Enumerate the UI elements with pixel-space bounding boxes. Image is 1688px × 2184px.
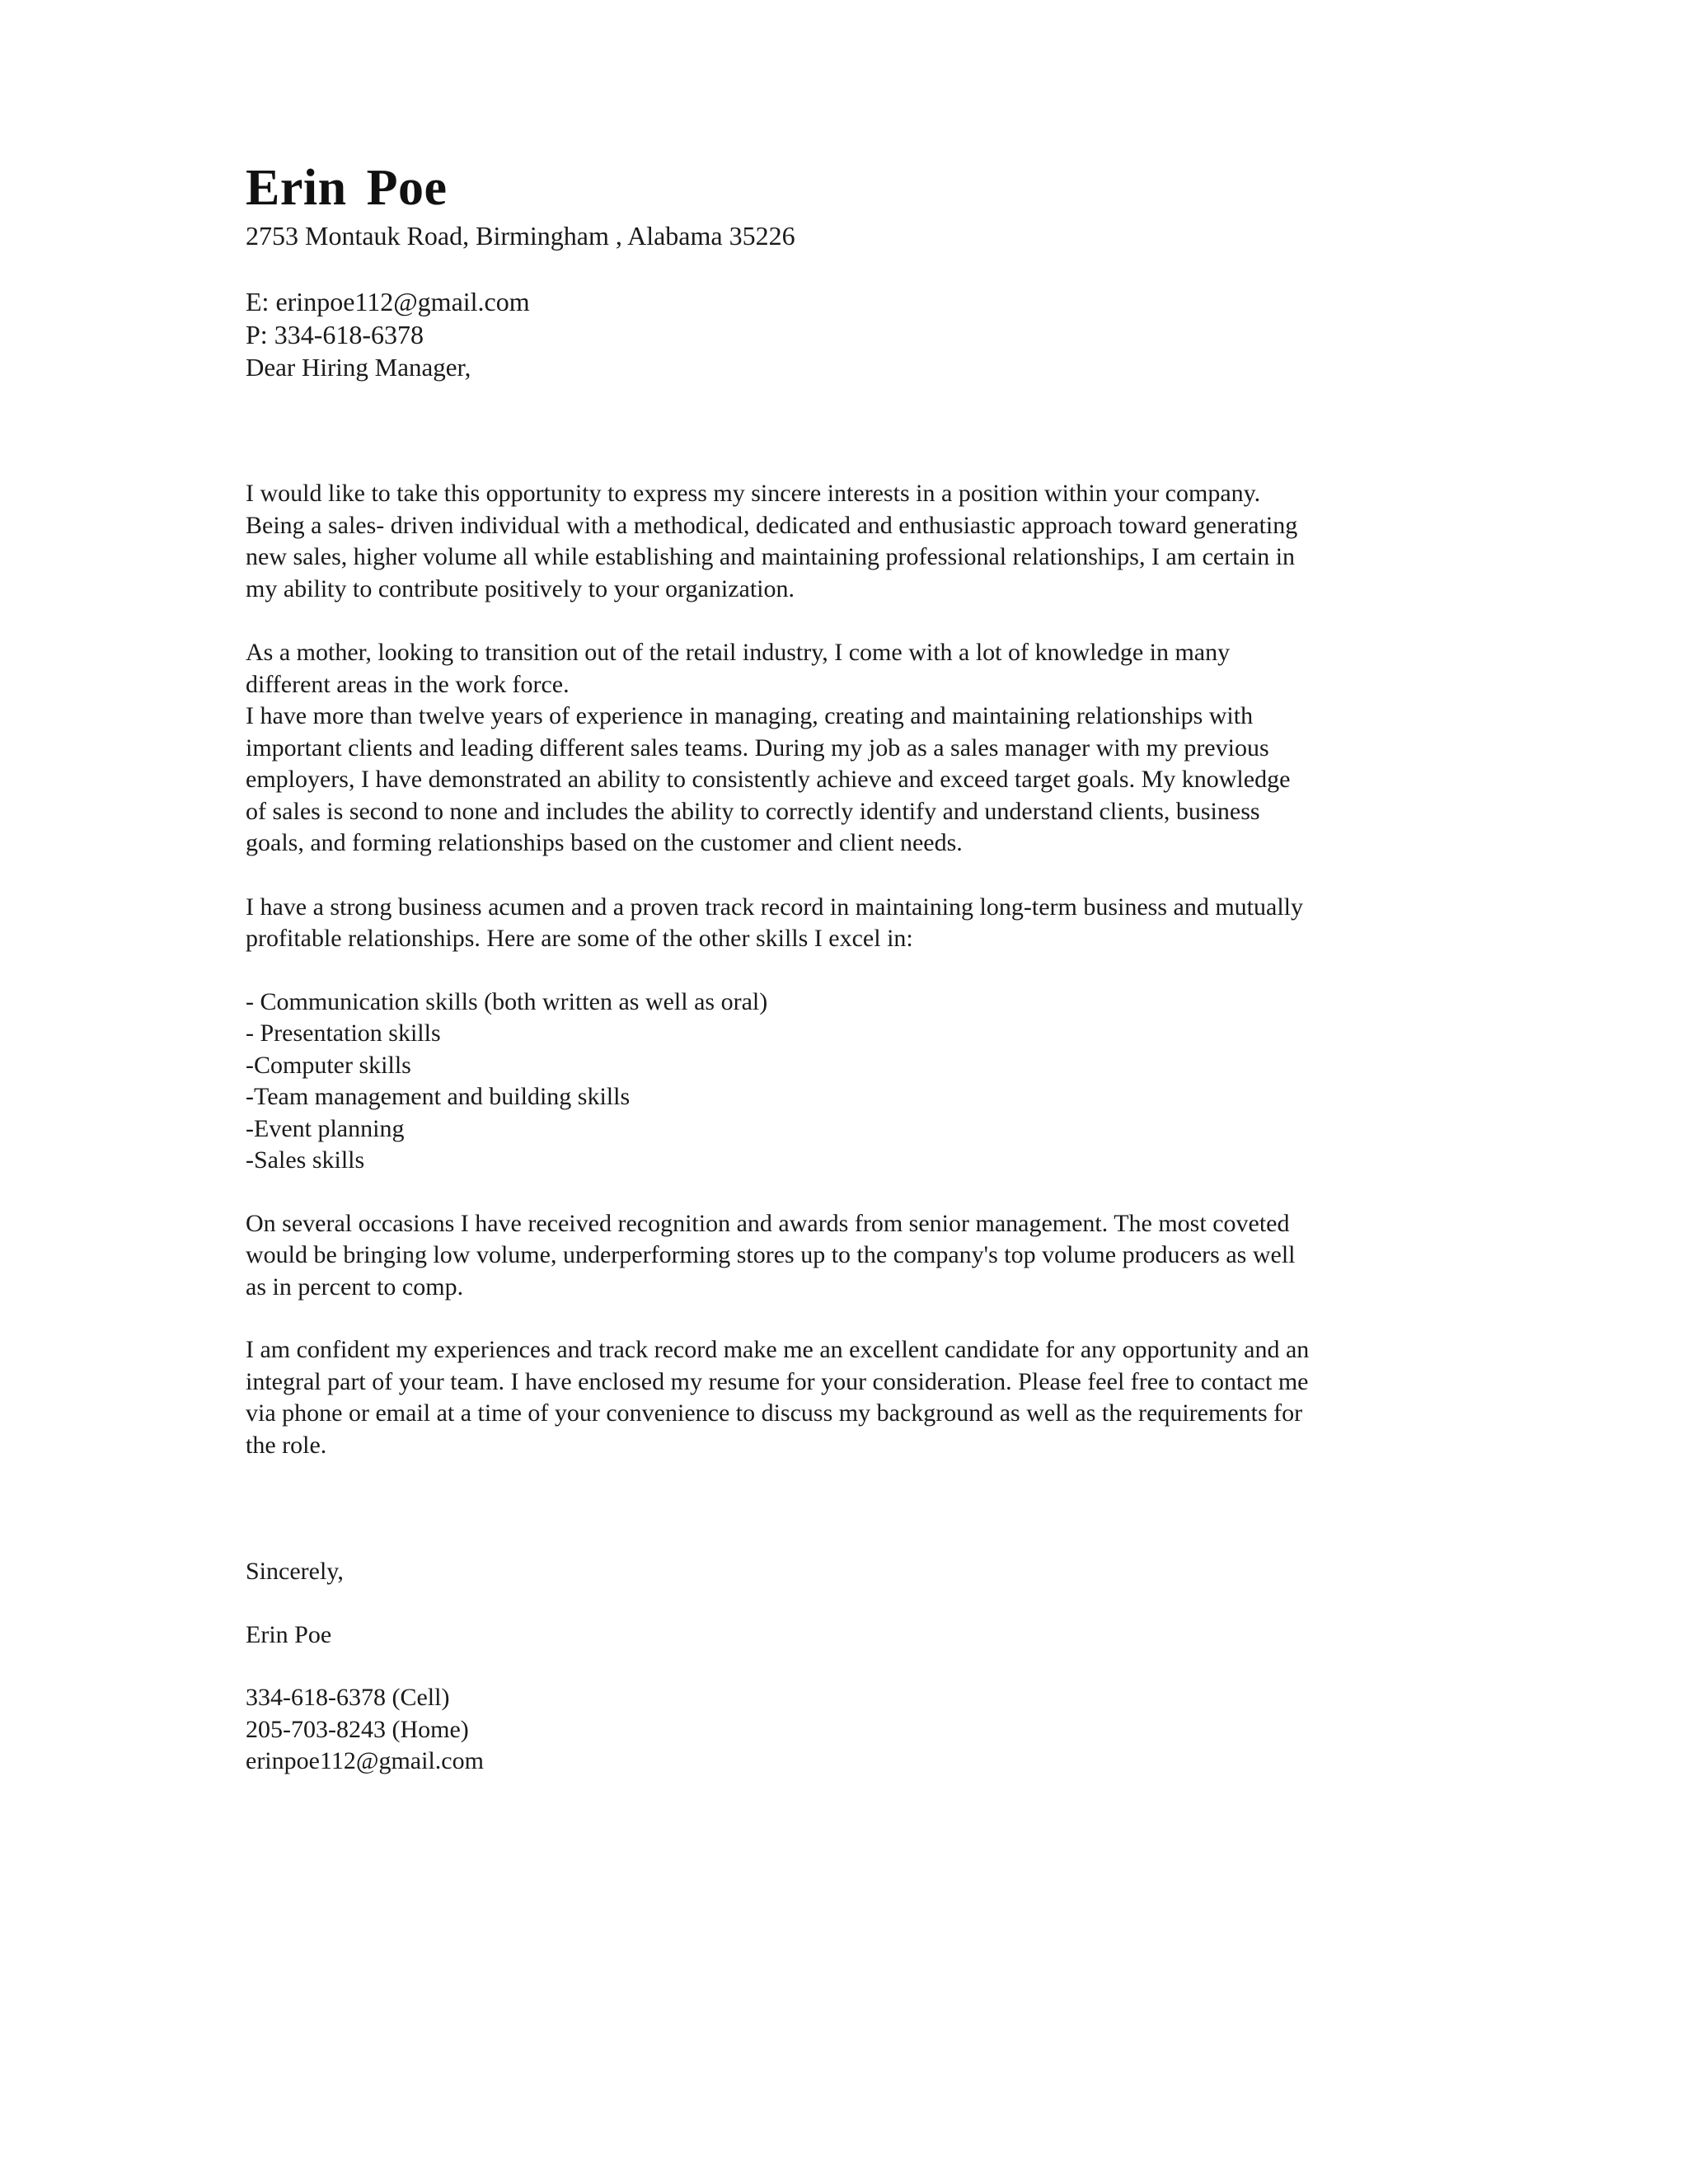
- closing: Sincerely,: [246, 1558, 344, 1585]
- sender-address: 2753 Montauk Road, Birmingham , Alabama 35226: [246, 221, 795, 251]
- letter-content: [246, 157, 1449, 1778]
- paragraph-line: would be bringing low volume, underperforming stores up to the company's top volume producers as well: [246, 1241, 1296, 1268]
- letter-header: [246, 157, 1449, 351]
- paragraph-line: As a mother, looking to transition out of the retail industry, I come with a lot of knowledge in many: [246, 639, 1231, 666]
- paragraph-experience: [246, 637, 1449, 860]
- paragraph-line: via phone or email at a time of your convenience to discuss my background as well as the requirements for: [246, 1399, 1303, 1427]
- skills-list: [246, 987, 1449, 1177]
- signature-home-phone: 205-703-8243 (Home): [246, 1715, 469, 1743]
- paragraph-conclusion: [246, 1334, 1449, 1461]
- sender-email: E: erinpoe112@gmail.com: [246, 287, 530, 316]
- salutation: Dear Hiring Manager,: [246, 353, 471, 382]
- skill-item: - Presentation skills: [246, 1019, 441, 1047]
- paragraph-line: I would like to take this opportunity to express my sincere interests in a position within your company.: [246, 480, 1261, 507]
- paragraph-recognition: [246, 1208, 1449, 1304]
- letter-body: [246, 478, 1449, 1778]
- signature-name: Erin Poe: [246, 1620, 332, 1648]
- skill-item: -Sales skills: [246, 1146, 365, 1174]
- skill-item: - Communication skills (both written as well as oral): [246, 987, 768, 1015]
- paragraph-intro: [246, 478, 1449, 605]
- paragraph-line: profitable relationships. Here are some of the other skills I excel in:: [246, 925, 913, 952]
- paragraph-line: I have more than twelve years of experience in managing, creating and maintaining relationships with: [246, 702, 1254, 729]
- paragraph-line: important clients and leading different sales teams. During my job as a sales manager with my previous: [246, 733, 1269, 762]
- signature-cell-phone: 334-618-6378 (Cell): [246, 1684, 450, 1711]
- paragraph-acumen: [246, 892, 1449, 955]
- signature-email: erinpoe112@gmail.com: [246, 1747, 484, 1774]
- paragraph-line: different areas in the work force.: [246, 670, 570, 698]
- skill-item: -Computer skills: [246, 1051, 411, 1079]
- paragraph-line: the role.: [246, 1431, 327, 1459]
- signature-contacts: [246, 1682, 1449, 1778]
- skill-item: -Team management and building skills: [246, 1083, 631, 1110]
- paragraph-line: On several occasions I have received recognition and awards from senior management. The most coveted: [246, 1209, 1290, 1237]
- sender-name: Erin Poe: [246, 160, 448, 216]
- paragraph-line: employers, I have demonstrated an ability to consistently achieve and exceed target goals. My knowledge: [246, 766, 1291, 793]
- paragraph-line: of sales is second to none and includes the ability to correctly identify and understand clients, business: [246, 797, 1260, 825]
- paragraph-line: my ability to contribute positively to your organization.: [246, 574, 795, 602]
- paragraph-line: Being a sales- driven individual with a methodical, dedicated and enthusiastic approach toward generating: [246, 511, 1298, 539]
- paragraph-line: goals, and forming relationships based on the customer and client needs.: [246, 829, 963, 856]
- paragraph-line: I am confident my experiences and track record make me an excellent candidate for any opportunity and an: [246, 1336, 1310, 1363]
- paragraph-line: new sales, higher volume all while establishing and maintaining professional relationships, I am certain in: [246, 543, 1296, 570]
- paragraph-line: as in percent to comp.: [246, 1272, 464, 1301]
- paragraph-line: I have a strong business acumen and a proven track record in maintaining long-term business and mutually: [246, 893, 1303, 921]
- paragraph-line: integral part of your team. I have enclosed my resume for your consideration. Please feel free to contact me: [246, 1367, 1309, 1395]
- skill-item: -Event planning: [246, 1114, 405, 1142]
- sender-phone: P: 334-618-6378: [246, 320, 424, 349]
